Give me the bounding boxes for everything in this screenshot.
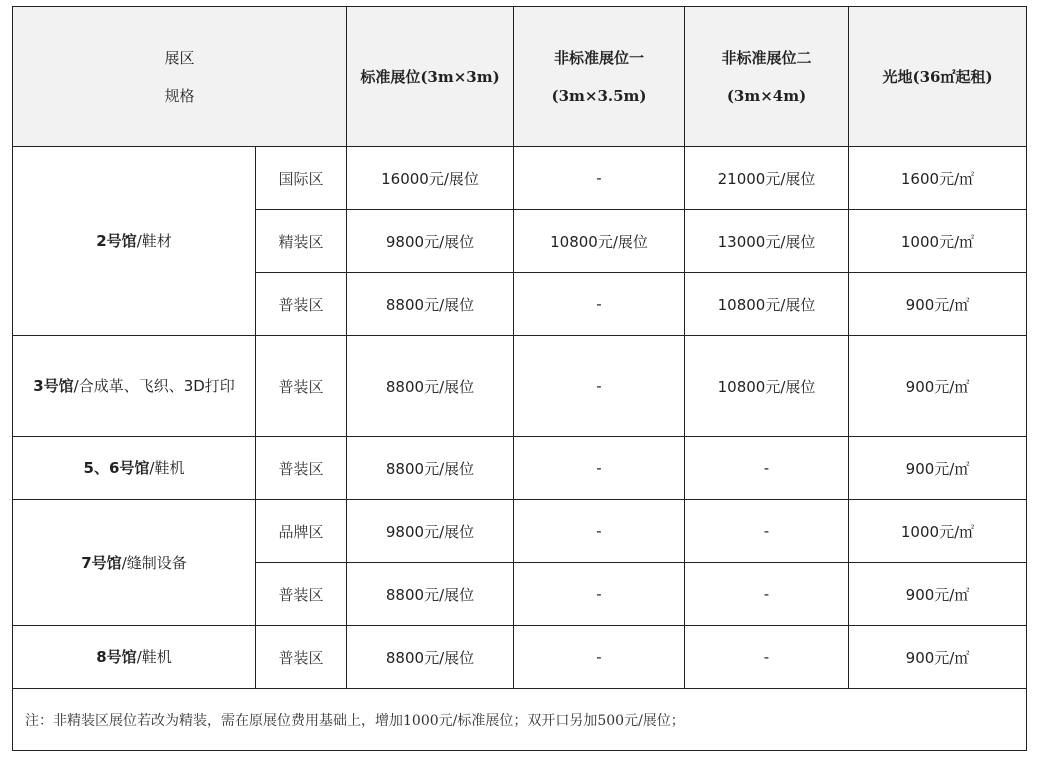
price-nonstandard-1: - (514, 437, 685, 500)
table-row (13, 437, 1027, 500)
hall-cell (13, 626, 256, 689)
header-row (13, 7, 1027, 147)
zone-cell: 普装区 (256, 626, 347, 689)
price-raw-space: 900元/㎡ (849, 437, 1027, 500)
price-standard: 8800元/展位 (347, 273, 514, 336)
col-header-raw-space: 光地(36㎡起租) (849, 7, 1027, 147)
price-raw-space: 900元/㎡ (849, 336, 1027, 437)
price-nonstandard-1: - (514, 563, 685, 626)
price-nonstandard-1: - (514, 273, 685, 336)
price-standard: 9800元/展位 (347, 210, 514, 273)
col-header-nonstandard-1: 非标准展位一(3m×3.5m) (514, 7, 685, 147)
table-row (13, 626, 1027, 689)
price-standard: 8800元/展位 (347, 626, 514, 689)
col-header-standard: 标准展位(3m×3m) (347, 7, 514, 147)
table-row (13, 147, 1027, 210)
hall-number: 3号馆 (33, 377, 74, 395)
hall-cell (13, 437, 256, 500)
price-nonstandard-1: - (514, 336, 685, 437)
zone-cell: 普装区 (256, 273, 347, 336)
hall-number: 5、6号馆 (83, 459, 150, 477)
price-nonstandard-1: - (514, 626, 685, 689)
price-nonstandard-2: 10800元/展位 (685, 273, 849, 336)
hall-category: /鞋机 (136, 648, 172, 666)
price-nonstandard-2: 10800元/展位 (685, 336, 849, 437)
price-nonstandard-1: 10800元/展位 (514, 210, 685, 273)
note-row (13, 689, 1027, 751)
zone-cell: 普装区 (256, 563, 347, 626)
price-raw-space: 900元/㎡ (849, 273, 1027, 336)
price-raw-space: 1000元/㎡ (849, 210, 1027, 273)
col-header-nonstandard-2: 非标准展位二(3m×4m) (685, 7, 849, 147)
price-standard: 8800元/展位 (347, 336, 514, 437)
price-nonstandard-2: 21000元/展位 (685, 147, 849, 210)
zone-cell: 普装区 (256, 437, 347, 500)
zone-cell: 精装区 (256, 210, 347, 273)
hall-category: /鞋材 (136, 232, 172, 250)
price-standard: 8800元/展位 (347, 437, 514, 500)
corner-header-line2: 规格 (164, 86, 195, 105)
price-standard: 16000元/展位 (347, 147, 514, 210)
zone-cell: 品牌区 (256, 500, 347, 563)
zone-cell: 国际区 (256, 147, 347, 210)
hall-number: 2号馆 (96, 232, 137, 250)
price-nonstandard-2: - (685, 500, 849, 563)
price-standard: 9800元/展位 (347, 500, 514, 563)
price-nonstandard-1: - (514, 147, 685, 210)
price-nonstandard-2: - (685, 626, 849, 689)
footnote: 注：非精装区展位若改为精装，需在原展位费用基础上，增加1000元/标准展位；双开口另加500元/展位； (13, 689, 1027, 751)
hall-cell (13, 336, 256, 437)
price-raw-space: 1600元/㎡ (849, 147, 1027, 210)
hall-number: 8号馆 (96, 648, 137, 666)
table-row (13, 336, 1027, 437)
corner-header (13, 7, 347, 147)
hall-category: /鞋机 (149, 459, 185, 477)
table-row (13, 500, 1027, 563)
price-nonstandard-1: - (514, 500, 685, 563)
hall-cell (13, 500, 256, 626)
hall-category: /缝制设备 (121, 553, 187, 572)
price-nonstandard-2: 13000元/展位 (685, 210, 849, 273)
zone-cell: 普装区 (256, 336, 347, 437)
corner-header-line1: 展区 (164, 48, 195, 67)
pricing-table (12, 6, 1027, 751)
price-nonstandard-2: - (685, 563, 849, 626)
hall-cell (13, 147, 256, 336)
hall-number: 7号馆 (81, 553, 122, 572)
price-nonstandard-2: - (685, 437, 849, 500)
hall-category: /合成革、飞织、3D打印 (73, 377, 235, 395)
price-raw-space: 900元/㎡ (849, 563, 1027, 626)
price-raw-space: 900元/㎡ (849, 626, 1027, 689)
price-standard: 8800元/展位 (347, 563, 514, 626)
price-raw-space: 1000元/㎡ (849, 500, 1027, 563)
